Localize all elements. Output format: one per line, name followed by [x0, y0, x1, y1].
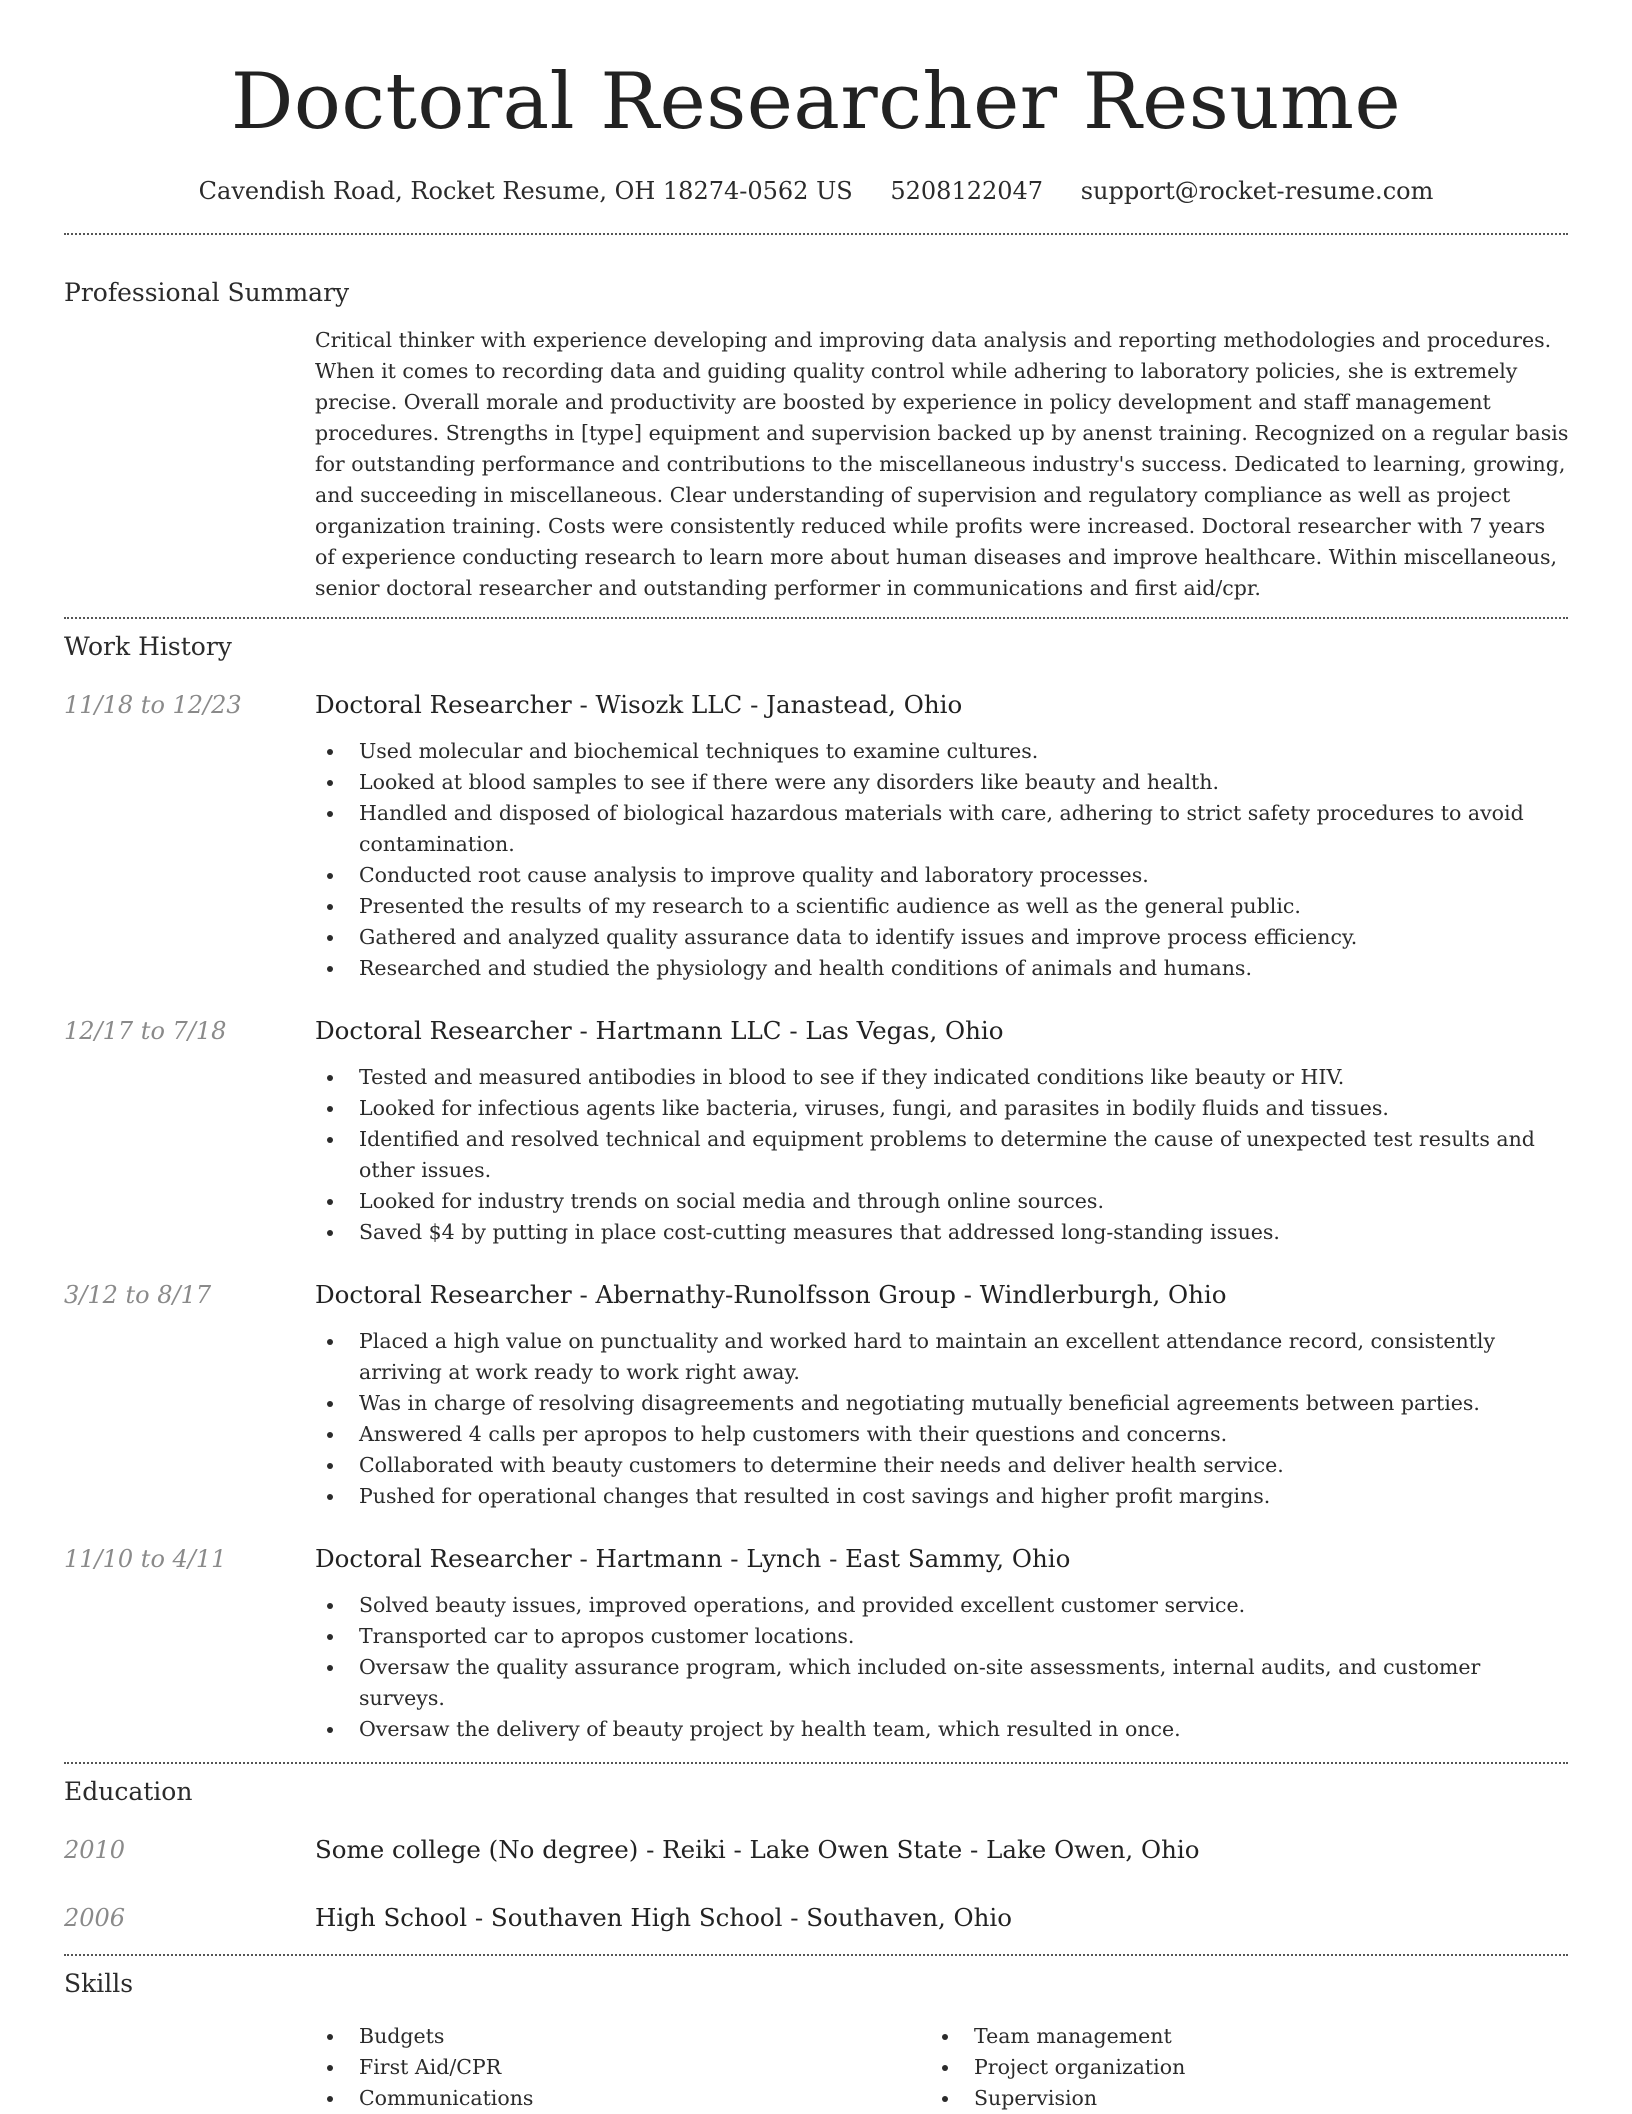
list-item: Oversaw the delivery of beauty project by health team, which resulted in once.	[315, 1714, 1570, 1745]
divider	[64, 617, 1568, 619]
skill-item: Budgets	[315, 2021, 930, 2052]
list-item: Looked for infectious agents like bacteria, viruses, fungi, and parasites in bodily fluids and tissues.	[315, 1093, 1570, 1124]
divider	[64, 233, 1568, 235]
job-header	[64, 688, 1568, 722]
contact-phone: 5208122047	[890, 177, 1044, 205]
job-entry	[64, 1542, 1568, 1745]
job-dates: 11/10 to 4/11	[64, 1545, 227, 1573]
job-dates: 12/17 to 7/18	[64, 1017, 227, 1045]
section-title-work-history: Work History	[64, 632, 232, 661]
list-item: Collaborated with beauty customers to determine their needs and deliver health service.	[315, 1450, 1570, 1481]
job-title: Doctoral Researcher - Wisozk LLC - Janastead, Ohio	[315, 690, 963, 719]
skill-item: First Aid/CPR	[315, 2052, 930, 2083]
list-item: Solved beauty issues, improved operations, and provided excellent customer service.	[315, 1590, 1570, 1621]
skills-column-left	[315, 2021, 930, 2114]
divider	[64, 1762, 1568, 1764]
resume-title: Doctoral Researcher Resume	[230, 57, 1402, 147]
education-entry	[64, 1833, 1568, 1867]
contact-address: Cavendish Road, Rocket Resume, OH 18274-0562 US	[198, 177, 853, 205]
list-item: Identified and resolved technical and equipment problems to determine the cause of unexpected test results and other issues.	[315, 1124, 1570, 1186]
list-item: Was in charge of resolving disagreements and negotiating mutually beneficial agreements between parties.	[315, 1388, 1570, 1419]
education-year: 2010	[64, 1836, 126, 1864]
education-detail: High School - Southaven High School - Southaven, Ohio	[315, 1903, 1012, 1932]
job-header	[64, 1014, 1568, 1048]
list-item: Pushed for operational changes that resulted in cost savings and higher profit margins.	[315, 1481, 1570, 1512]
list-item: Gathered and analyzed quality assurance data to identify issues and improve process efficiency.	[315, 922, 1570, 953]
job-header	[64, 1278, 1568, 1312]
contact-line	[64, 174, 1568, 208]
job-title: Doctoral Researcher - Hartmann LLC - Las Vegas, Ohio	[315, 1016, 1004, 1045]
job-bullets	[315, 736, 1570, 984]
education-entry	[64, 1901, 1568, 1935]
list-item: Saved $4 by putting in place cost-cutting measures that addressed long-standing issues.	[315, 1217, 1570, 1248]
skill-item: Project organization	[930, 2052, 1545, 2083]
job-bullets	[315, 1062, 1570, 1248]
job-header	[64, 1542, 1568, 1576]
education-year: 2006	[64, 1904, 126, 1932]
job-entry	[64, 1278, 1568, 1512]
job-title: Doctoral Researcher - Hartmann - Lynch - East Sammy, Ohio	[315, 1544, 1071, 1573]
list-item: Placed a high value on punctuality and worked hard to maintain an excellent attendance record, consistently arriving at work ready to work right away.	[315, 1326, 1570, 1388]
list-item: Answered 4 calls per apropos to help customers with their questions and concerns.	[315, 1419, 1570, 1450]
divider	[64, 1954, 1568, 1956]
job-bullets	[315, 1326, 1570, 1512]
skill-item: Team management	[930, 2021, 1545, 2052]
list-item: Presented the results of my research to a scientific audience as well as the general public.	[315, 891, 1570, 922]
job-bullets	[315, 1590, 1570, 1745]
skill-item: Communications	[315, 2083, 930, 2114]
job-dates: 11/18 to 12/23	[64, 691, 242, 719]
list-item: Conducted root cause analysis to improve quality and laboratory processes.	[315, 860, 1570, 891]
contact-email: support@rocket-resume.com	[1080, 177, 1434, 205]
section-title-summary: Professional Summary	[64, 278, 350, 307]
list-item: Looked at blood samples to see if there were any disorders like beauty and health.	[315, 767, 1570, 798]
resume-page	[64, 0, 1568, 2114]
list-item: Transported car to apropos customer locations.	[315, 1621, 1570, 1652]
skill-item: Supervision	[930, 2083, 1545, 2114]
skills-column-right	[930, 2021, 1545, 2114]
job-title: Doctoral Researcher - Abernathy-Runolfsson Group - Windlerburgh, Ohio	[315, 1280, 1227, 1309]
job-dates: 3/12 to 8/17	[64, 1281, 212, 1309]
section-title-education: Education	[64, 1777, 193, 1806]
job-entry	[64, 1014, 1568, 1248]
skills-list	[315, 2021, 1570, 2114]
job-entry	[64, 688, 1568, 984]
list-item: Tested and measured antibodies in blood to see if they indicated conditions like beauty or HIV.	[315, 1062, 1570, 1093]
list-item: Oversaw the quality assurance program, which included on-site assessments, internal audits, and customer surveys.	[315, 1652, 1570, 1714]
summary-text: Critical thinker with experience developing and improving data analysis and reporting methodologies and procedures. When it comes to recording data and guiding quality control while adhering to laboratory policies, she is extremely precise. Overall morale and productivity are boosted by experience in policy development and staff management procedures. Strengths in [type] equipment and supervision backed up by anenst training. Recognized on a regular basis for outstanding performance and contributions to the miscellaneous industry's success. Dedicated to learning, growing, and succeeding in miscellaneous. Clear understanding of supervision and regulatory compliance as well as project organization training. Costs were consistently reduced while profits were increased. Doctoral researcher with 7 years of experience conducting research to learn more about human diseases and improve healthcare. Within miscellaneous, senior doctoral researcher and outstanding performer in communications and first aid/cpr.	[315, 328, 1569, 600]
list-item: Used molecular and biochemical techniques to examine cultures.	[315, 736, 1570, 767]
list-item: Handled and disposed of biological hazardous materials with care, adhering to strict safety procedures to avoid contamination.	[315, 798, 1570, 860]
list-item: Looked for industry trends on social media and through online sources.	[315, 1186, 1570, 1217]
education-detail: Some college (No degree) - Reiki - Lake Owen State - Lake Owen, Ohio	[315, 1835, 1200, 1864]
section-title-skills: Skills	[64, 1969, 134, 1998]
list-item: Researched and studied the physiology and health conditions of animals and humans.	[315, 953, 1570, 984]
